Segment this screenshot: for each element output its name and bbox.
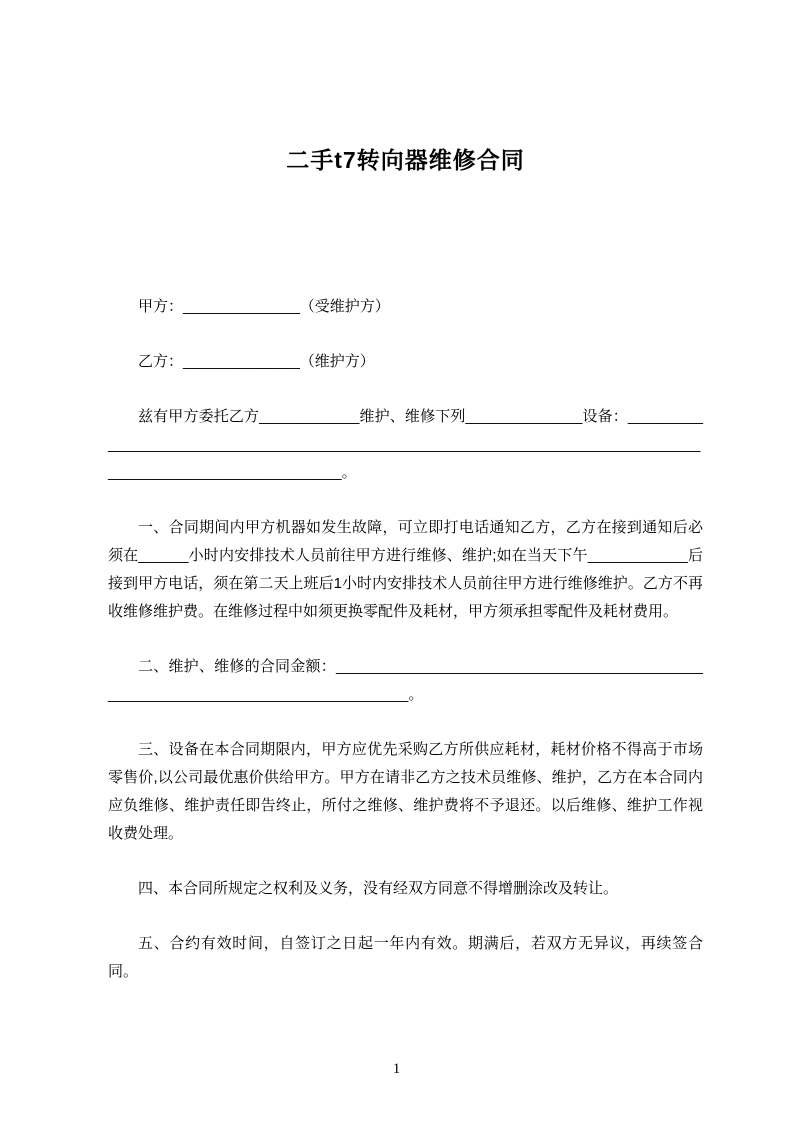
page-number: 1 xyxy=(392,1061,401,1077)
preamble-paragraph: 兹有甲方委托乙方____________维护、维修下列______________设备：____________________________________________________________________________________________________________。 xyxy=(108,408,703,481)
clause-3-paragraph: 三、设备在本合同期限内，甲方应优先采购乙方所供应耗材，耗材价格不得高于市场零售价,以公司最优惠价供给甲方。甲方在请非乙方之技术员维修、维护，乙方在本合同内应负维修、维护责任即告终止，所付之维修、维护费将不予退还。以后维修、维护工作视收费处理。 xyxy=(108,741,703,842)
clause-4-paragraph: 四、本合同所规定之权利及义务，没有经双方同意不得增删涂改及转让。 xyxy=(138,880,619,897)
clause-1-paragraph: 一、合同期间内甲方机器如发生故障，可立即打电话通知乙方，乙方在接到通知后必须在______小时内安排技术人员前往甲方进行维修、维护;如在当天下午____________后接到甲方电话，须在第二天上班后1小时内安排技术人员前往甲方进行维修维护。乙方不再收维修维护费。在维修过程中如须更换零配件及耗材，甲方须承担零配件及耗材费用。 xyxy=(108,519,703,620)
clause-5-paragraph: 五、合约有效时间，自签订之日起一年内有效。期满后，若双方无异议，再续签合同。 xyxy=(108,935,703,980)
party-b-line: 乙方：______________（维护方） xyxy=(138,353,375,370)
party-a-line: 甲方：______________（受维护方） xyxy=(138,298,390,315)
document-title: 二手t7转向器维修合同 xyxy=(286,147,525,173)
clause-2-paragraph: 二、维护、维修的合同金额：________________________________________________________________________________。 xyxy=(108,658,703,703)
